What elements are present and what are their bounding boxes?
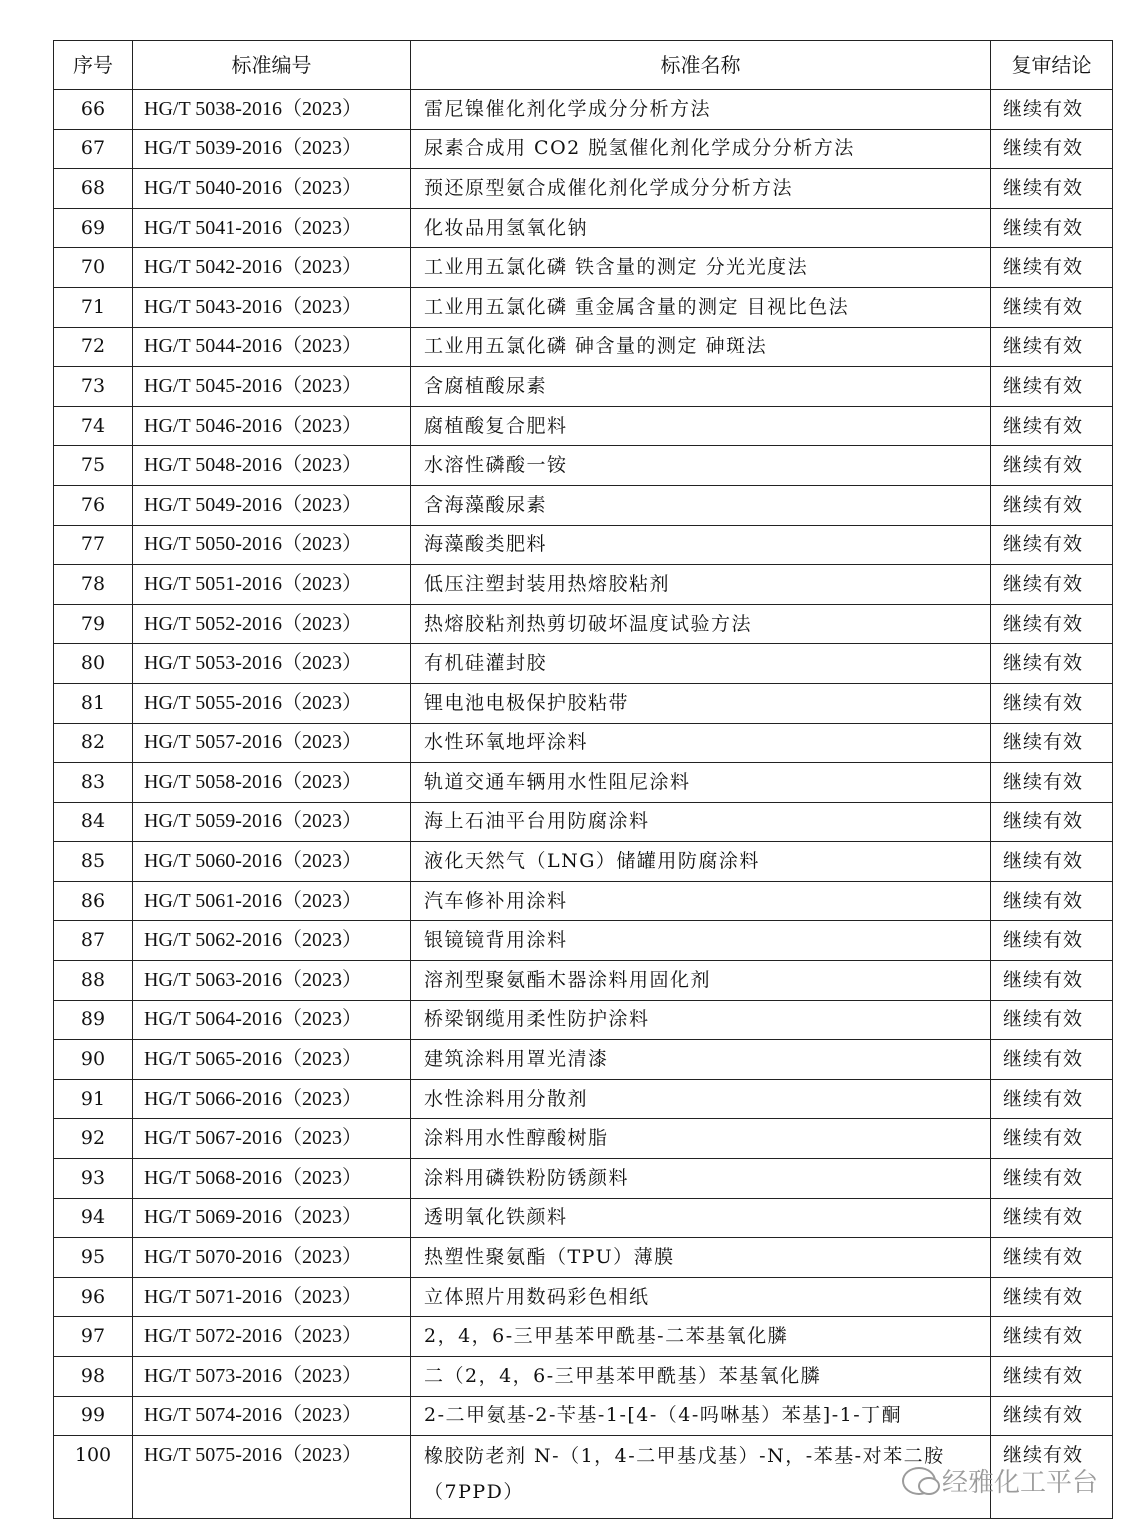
seq-cell: 85 — [54, 842, 133, 882]
code-cell: HG/T 5066-2016（2023） — [133, 1079, 411, 1119]
name-cell: 工业用五氯化磷 砷含量的测定 砷斑法 — [411, 327, 991, 367]
seq-cell: 96 — [54, 1277, 133, 1317]
code-cell: HG/T 5040-2016（2023） — [133, 169, 411, 209]
standards-table — [53, 40, 1113, 1519]
conclusion-cell: 继续有效 — [991, 1000, 1113, 1040]
conclusion-cell: 继续有效 — [991, 881, 1113, 921]
name-cell: 含海藻酸尿素 — [411, 485, 991, 525]
name-cell: 腐植酸复合肥料 — [411, 406, 991, 446]
name-cell: 建筑涂料用罩光清漆 — [411, 1040, 991, 1080]
wechat-icon — [902, 1467, 936, 1495]
code-cell: HG/T 5041-2016（2023） — [133, 208, 411, 248]
seq-cell: 66 — [54, 90, 133, 130]
name-cell: 涂料用水性醇酸树脂 — [411, 1119, 991, 1159]
code-cell: HG/T 5044-2016（2023） — [133, 327, 411, 367]
code-cell: HG/T 5052-2016（2023） — [133, 604, 411, 644]
conclusion-cell: 继续有效 — [991, 169, 1113, 209]
conclusion-cell: 继续有效 — [991, 1198, 1113, 1238]
seq-cell: 73 — [54, 367, 133, 407]
seq-cell: 90 — [54, 1040, 133, 1080]
seq-cell: 89 — [54, 1000, 133, 1040]
seq-cell: 82 — [54, 723, 133, 763]
table-row — [54, 327, 1113, 367]
conclusion-cell: 继续有效 — [991, 1040, 1113, 1080]
name-cell: 有机硅灌封胶 — [411, 644, 991, 684]
code-cell: HG/T 5062-2016（2023） — [133, 921, 411, 961]
table-row — [54, 881, 1113, 921]
table-row — [54, 208, 1113, 248]
seq-cell: 77 — [54, 525, 133, 565]
code-cell: HG/T 5069-2016（2023） — [133, 1198, 411, 1238]
conclusion-cell: 继续有效 — [991, 1079, 1113, 1119]
table-row — [54, 1000, 1113, 1040]
conclusion-cell: 继续有效 — [991, 367, 1113, 407]
table-row — [54, 1396, 1113, 1436]
conclusion-cell: 继续有效 — [991, 802, 1113, 842]
conclusion-cell: 继续有效 — [991, 327, 1113, 367]
code-cell: HG/T 5063-2016（2023） — [133, 961, 411, 1001]
name-cell: 轨道交通车辆用水性阻尼涂料 — [411, 763, 991, 803]
conclusion-cell: 继续有效 — [991, 1357, 1113, 1397]
name-cell: 低压注塑封装用热熔胶粘剂 — [411, 565, 991, 605]
header-code: 标准编号 — [133, 41, 411, 90]
name-cell: 水性环氧地坪涂料 — [411, 723, 991, 763]
name-cell: 2，4，6-三甲基苯甲酰基-二苯基氧化膦 — [411, 1317, 991, 1357]
conclusion-cell: 继续有效 — [991, 1159, 1113, 1199]
header-seq: 序号 — [54, 41, 133, 90]
table-row — [54, 565, 1113, 605]
table-row — [54, 1277, 1113, 1317]
seq-cell: 79 — [54, 604, 133, 644]
seq-cell: 69 — [54, 208, 133, 248]
conclusion-cell: 继续有效 — [991, 525, 1113, 565]
code-cell: HG/T 5059-2016（2023） — [133, 802, 411, 842]
table-row — [54, 644, 1113, 684]
seq-cell: 75 — [54, 446, 133, 486]
seq-cell: 78 — [54, 565, 133, 605]
name-cell: 涂料用磷铁粉防锈颜料 — [411, 1159, 991, 1199]
code-cell: HG/T 5073-2016（2023） — [133, 1357, 411, 1397]
code-cell: HG/T 5039-2016（2023） — [133, 129, 411, 169]
code-cell: HG/T 5065-2016（2023） — [133, 1040, 411, 1080]
code-cell: HG/T 5050-2016（2023） — [133, 525, 411, 565]
conclusion-cell: 继续有效 — [991, 921, 1113, 961]
name-cell: 海藻酸类肥料 — [411, 525, 991, 565]
name-cell: 银镜镜背用涂料 — [411, 921, 991, 961]
conclusion-cell: 继续有效 — [991, 1238, 1113, 1278]
code-cell: HG/T 5074-2016（2023） — [133, 1396, 411, 1436]
seq-cell: 83 — [54, 763, 133, 803]
conclusion-cell: 继续有效 — [991, 644, 1113, 684]
conclusion-cell: 继续有效 — [991, 446, 1113, 486]
code-cell: HG/T 5049-2016（2023） — [133, 485, 411, 525]
seq-cell: 70 — [54, 248, 133, 288]
code-cell: HG/T 5053-2016（2023） — [133, 644, 411, 684]
table-row — [54, 921, 1113, 961]
name-cell: 溶剂型聚氨酯木器涂料用固化剂 — [411, 961, 991, 1001]
name-cell: 液化天然气（LNG）储罐用防腐涂料 — [411, 842, 991, 882]
code-cell: HG/T 5070-2016（2023） — [133, 1238, 411, 1278]
code-cell: HG/T 5060-2016（2023） — [133, 842, 411, 882]
conclusion-cell: 继续有效 — [991, 129, 1113, 169]
code-cell: HG/T 5038-2016（2023） — [133, 90, 411, 130]
table-row — [54, 604, 1113, 644]
conclusion-cell: 继续有效 — [991, 763, 1113, 803]
conclusion-cell: 继续有效 — [991, 961, 1113, 1001]
code-cell: HG/T 5055-2016（2023） — [133, 683, 411, 723]
table-row — [54, 723, 1113, 763]
seq-cell: 68 — [54, 169, 133, 209]
name-cell: 预还原型氨合成催化剂化学成分分析方法 — [411, 169, 991, 209]
conclusion-cell: 继续有效 — [991, 1277, 1113, 1317]
seq-cell: 97 — [54, 1317, 133, 1357]
table-row — [54, 683, 1113, 723]
conclusion-cell: 继续有效 — [991, 90, 1113, 130]
seq-cell: 88 — [54, 961, 133, 1001]
conclusion-cell: 继续有效 — [991, 723, 1113, 763]
seq-cell: 86 — [54, 881, 133, 921]
conclusion-cell: 继续有效 — [991, 565, 1113, 605]
seq-cell: 80 — [54, 644, 133, 684]
table-row — [54, 525, 1113, 565]
conclusion-cell: 继续有效 — [991, 1317, 1113, 1357]
table-row — [54, 129, 1113, 169]
conclusion-cell: 继续有效 — [991, 287, 1113, 327]
seq-cell: 91 — [54, 1079, 133, 1119]
table-row — [54, 485, 1113, 525]
name-cell: 热塑性聚氨酯（TPU）薄膜 — [411, 1238, 991, 1278]
seq-cell: 98 — [54, 1357, 133, 1397]
table-row — [54, 90, 1113, 130]
conclusion-cell: 继续有效 — [991, 248, 1113, 288]
header-conclusion: 复审结论 — [991, 41, 1113, 90]
conclusion-cell: 继续有效 — [991, 1436, 1113, 1519]
table-row — [54, 1238, 1113, 1278]
name-cell: 化妆品用氢氧化钠 — [411, 208, 991, 248]
seq-cell: 84 — [54, 802, 133, 842]
seq-cell: 71 — [54, 287, 133, 327]
table-row — [54, 763, 1113, 803]
watermark-text: 经雅化工平台 — [941, 1468, 1098, 1498]
code-cell: HG/T 5072-2016（2023） — [133, 1317, 411, 1357]
name-cell: 透明氧化铁颜料 — [411, 1198, 991, 1238]
name-cell: 二（2，4，6-三甲基苯甲酰基）苯基氧化膦 — [411, 1357, 991, 1397]
seq-cell: 93 — [54, 1159, 133, 1199]
code-cell: HG/T 5051-2016（2023） — [133, 565, 411, 605]
code-cell: HG/T 5071-2016（2023） — [133, 1277, 411, 1317]
code-cell: HG/T 5046-2016（2023） — [133, 406, 411, 446]
table-row — [54, 1317, 1113, 1357]
table-row — [54, 1079, 1113, 1119]
code-cell: HG/T 5061-2016（2023） — [133, 881, 411, 921]
code-cell: HG/T 5068-2016（2023） — [133, 1159, 411, 1199]
table-row — [54, 406, 1113, 446]
table-row — [54, 1159, 1113, 1199]
name-cell: 含腐植酸尿素 — [411, 367, 991, 407]
table-row — [54, 1198, 1113, 1238]
name-cell: 水性涂料用分散剂 — [411, 1079, 991, 1119]
code-cell: HG/T 5042-2016（2023） — [133, 248, 411, 288]
seq-cell: 100 — [54, 1436, 133, 1519]
conclusion-cell: 继续有效 — [991, 1119, 1113, 1159]
table-header-row — [54, 41, 1113, 90]
name-cell: 工业用五氯化磷 重金属含量的测定 目视比色法 — [411, 287, 991, 327]
name-cell: 锂电池电极保护胶粘带 — [411, 683, 991, 723]
name-cell: 橡胶防老剂 N-（1，4-二甲基戊基）-N，-苯基-对苯二胺（7PPD） — [411, 1436, 991, 1519]
table-row — [54, 1357, 1113, 1397]
seq-cell: 67 — [54, 129, 133, 169]
table-row — [54, 287, 1113, 327]
seq-cell: 95 — [54, 1238, 133, 1278]
code-cell: HG/T 5057-2016（2023） — [133, 723, 411, 763]
code-cell: HG/T 5058-2016（2023） — [133, 763, 411, 803]
seq-cell: 92 — [54, 1119, 133, 1159]
seq-cell: 87 — [54, 921, 133, 961]
seq-cell: 94 — [54, 1198, 133, 1238]
code-cell: HG/T 5067-2016（2023） — [133, 1119, 411, 1159]
table-row — [54, 169, 1113, 209]
seq-cell: 99 — [54, 1396, 133, 1436]
table-row — [54, 1040, 1113, 1080]
name-cell: 海上石油平台用防腐涂料 — [411, 802, 991, 842]
code-cell: HG/T 5064-2016（2023） — [133, 1000, 411, 1040]
table-row — [54, 961, 1113, 1001]
name-cell: 2-二甲氨基-2-苄基-1-[4-（4-吗啉基）苯基]-1-丁酮 — [411, 1396, 991, 1436]
code-cell: HG/T 5045-2016（2023） — [133, 367, 411, 407]
seq-cell: 72 — [54, 327, 133, 367]
code-cell: HG/T 5043-2016（2023） — [133, 287, 411, 327]
name-cell: 雷尼镍催化剂化学成分分析方法 — [411, 90, 991, 130]
seq-cell: 81 — [54, 683, 133, 723]
code-cell: HG/T 5075-2016（2023） — [133, 1436, 411, 1519]
conclusion-cell: 继续有效 — [991, 842, 1113, 882]
table-body — [54, 90, 1113, 1519]
conclusion-cell: 继续有效 — [991, 683, 1113, 723]
name-cell: 桥梁钢缆用柔性防护涂料 — [411, 1000, 991, 1040]
conclusion-cell: 继续有效 — [991, 406, 1113, 446]
table-row — [54, 802, 1113, 842]
table-row — [54, 248, 1113, 288]
seq-cell: 74 — [54, 406, 133, 446]
name-cell: 热熔胶粘剂热剪切破坏温度试验方法 — [411, 604, 991, 644]
conclusion-cell: 继续有效 — [991, 485, 1113, 525]
conclusion-cell: 继续有效 — [991, 208, 1113, 248]
watermark — [902, 1462, 1098, 1499]
name-cell: 尿素合成用 CO2 脱氢催化剂化学成分分析方法 — [411, 129, 991, 169]
name-cell: 汽车修补用涂料 — [411, 881, 991, 921]
table-row — [54, 842, 1113, 882]
table-row — [54, 446, 1113, 486]
conclusion-cell: 继续有效 — [991, 604, 1113, 644]
name-cell: 工业用五氯化磷 铁含量的测定 分光光度法 — [411, 248, 991, 288]
code-cell: HG/T 5048-2016（2023） — [133, 446, 411, 486]
name-cell: 立体照片用数码彩色相纸 — [411, 1277, 991, 1317]
name-cell: 水溶性磷酸一铵 — [411, 446, 991, 486]
table-row — [54, 1119, 1113, 1159]
header-name: 标准名称 — [411, 41, 991, 90]
conclusion-cell: 继续有效 — [991, 1396, 1113, 1436]
seq-cell: 76 — [54, 485, 133, 525]
table-row — [54, 367, 1113, 407]
